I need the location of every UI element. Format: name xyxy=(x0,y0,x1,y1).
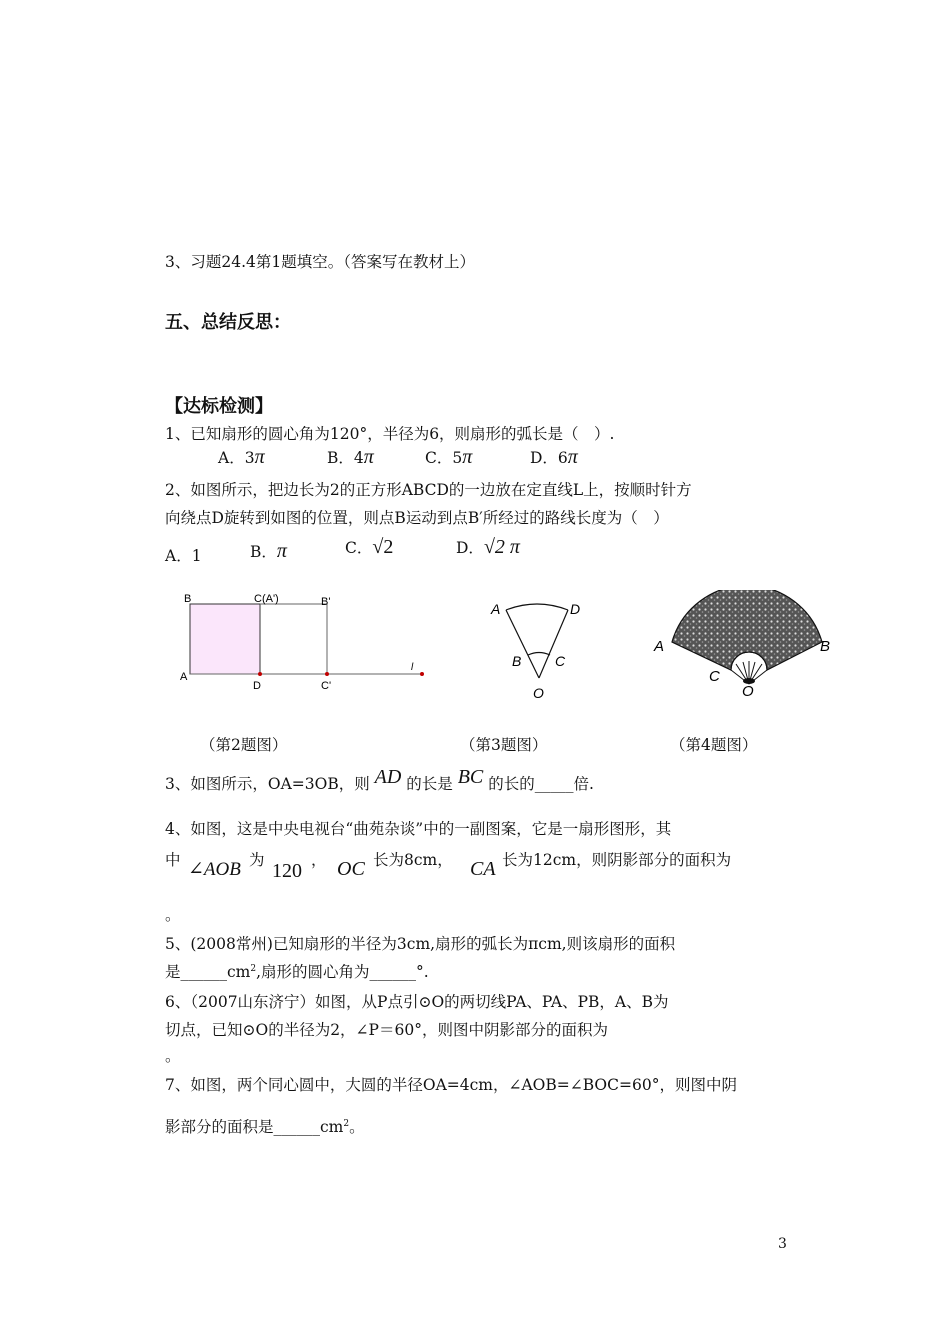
q4-ca: CA xyxy=(470,858,496,880)
figure-4-caption: （第4题图） xyxy=(670,736,758,754)
label-c: C xyxy=(709,668,720,685)
exercise-note: 3、习题24.4第1题填空。（答案写在教材上） xyxy=(165,253,475,271)
q2-option-b: B．π xyxy=(250,540,287,562)
q7-line-1: 7、如图，两个同心圆中，大圆的半径OA=4cm，∠AOB=∠BOC=60°，则图中阴 xyxy=(165,1076,737,1094)
label-b: B xyxy=(184,593,192,605)
label-o: O xyxy=(533,685,544,701)
arc-ad-symbol: AD xyxy=(374,766,402,788)
label-l: l xyxy=(411,662,414,673)
q5-line-2: 是$\_\_\_\_\_\_cm^2$,扇形的圆心角为______°. xyxy=(165,963,429,981)
label-o: O xyxy=(742,683,754,700)
q4-value-120: 120 xyxy=(272,860,302,882)
q4-wei: 为 xyxy=(249,851,265,869)
q1-option-c: C．5π xyxy=(425,446,473,468)
arc-bc xyxy=(528,653,550,656)
label-a: A xyxy=(180,671,188,683)
q4-ca-length: 长为12cm，则阴影部分的面积为 xyxy=(502,851,732,869)
figure-3 xyxy=(486,594,586,706)
q1-stem: 1、已知扇形的圆心角为120°，半径为6，则扇形的弧长是（ ）. xyxy=(165,425,615,443)
figure-2-caption: （第2题图） xyxy=(200,736,288,754)
q4-oc: OC xyxy=(337,858,365,880)
label-b-prime: B' xyxy=(321,596,331,608)
q2-line-2: 向绕点D旋转到如图的位置，则点B运动到点B′所经过的路线长度为（ ） xyxy=(165,509,669,527)
q6-line-1: 6、（2007山东济宁）如图，从P点引⊙O的两切线PA、PA、PB，A、B为 xyxy=(165,993,669,1011)
q4-angle-aob: ∠AOB xyxy=(188,859,241,880)
label-c-prime: C' xyxy=(321,680,332,692)
page-number: 3 xyxy=(778,1236,787,1252)
q1-option-d: D．6π xyxy=(530,446,578,468)
section-5-title: 五、总结反思： xyxy=(165,312,291,333)
label-c-a: C(A') xyxy=(254,593,279,605)
point-end xyxy=(420,672,424,676)
label-b: B xyxy=(820,638,831,655)
arc-ad xyxy=(506,604,568,610)
point-c-prime xyxy=(325,672,329,676)
q4-comma: ， xyxy=(311,851,327,869)
label-c: C xyxy=(555,653,566,669)
fan-shaded-region xyxy=(672,590,822,670)
q2-line-1: 2、如图所示，把边长为2的正方形ABCD的一边放在定直线L上，按顺时针方 xyxy=(165,481,692,499)
label-a: A xyxy=(654,638,665,655)
q5-line-1: 5、(2008常州)已知扇形的半径为3cm,扇形的弧长为πcm,则该扇形的面积 xyxy=(165,935,676,953)
label-d: D xyxy=(570,601,581,617)
figure-4 xyxy=(650,590,840,702)
q1-option-b: B．4π xyxy=(327,446,374,468)
square-abcd xyxy=(190,604,260,674)
check-title: 【达标检测】 xyxy=(165,396,273,417)
q6-line-2: 切点，已知⊙O的半径为2，∠P＝60°，则图中阴影部分的面积为 xyxy=(165,1021,608,1039)
q4-zhong: 中 xyxy=(165,851,181,869)
q2-option-d: D．√2 π xyxy=(456,536,520,558)
q2-option-c: C．√2 xyxy=(345,536,394,558)
arc-bc-symbol: BC xyxy=(457,766,484,788)
q4-end: 。 xyxy=(165,906,181,924)
radius-oa xyxy=(506,610,539,678)
q4-oc-length: 长为8cm， xyxy=(373,851,453,869)
figure-3-caption: （第3题图） xyxy=(460,736,548,754)
q6-line-3: 。 xyxy=(165,1047,181,1065)
label-a: A xyxy=(491,601,501,617)
q2-option-a: A．1 xyxy=(165,547,202,565)
point-d xyxy=(258,672,262,676)
q4-line-1: 4、如图，这是中央电视台“曲苑杂谈”中的一副图案，它是一扇形图形，其 xyxy=(165,820,672,838)
figure-2 xyxy=(170,588,440,698)
q1-option-a: A．3π xyxy=(218,446,265,468)
q3-line: 3、如图所示，OA=3OB，则 AD 的长是 BC 的长的_____倍. xyxy=(165,766,594,793)
label-d: D xyxy=(253,680,261,692)
q7-line-2: 影部分的面积是$\_\_\_\_\_\_cm^2$。 xyxy=(165,1118,365,1136)
label-b: B xyxy=(512,653,522,669)
